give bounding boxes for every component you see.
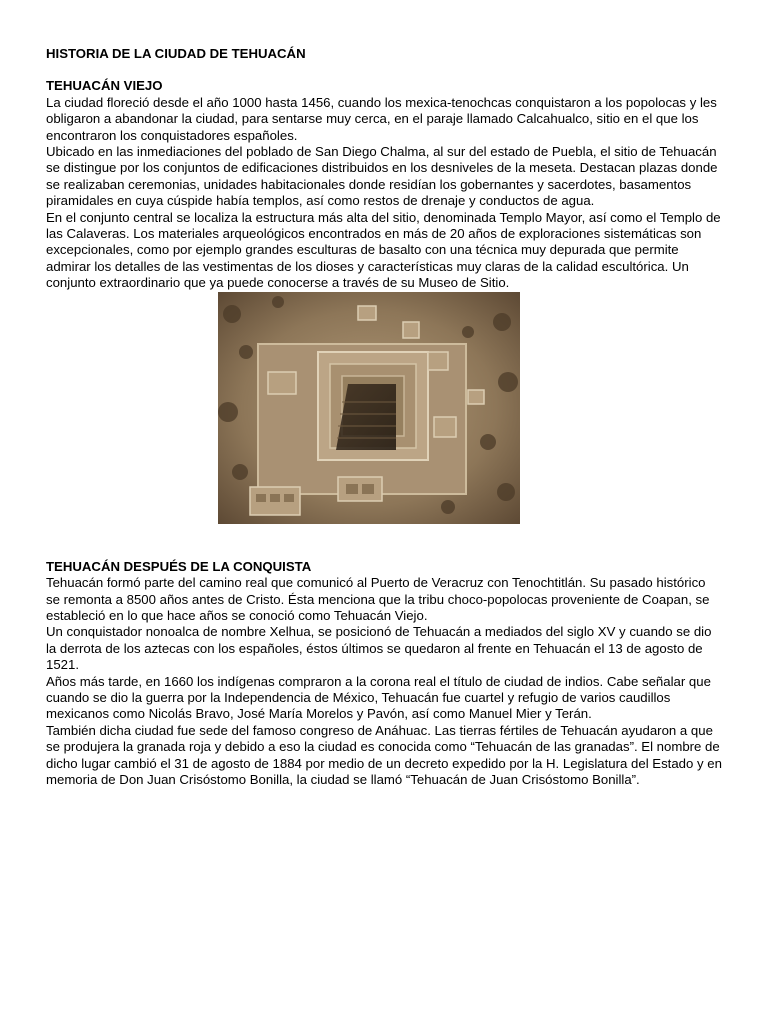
paragraph: Ubicado en las inmediaciones del poblado de San Diego Chalma, al sur del estado de Puebla, el sitio de Tehuacán se distingue por los conjuntos de edificaciones distribuidos en los desniveles de la meseta. Destacan plazas donde se realizaban ceremonias, unidades habitacionales donde residían los gobernantes y sacerdotes, basamentos piramidales en cuya cúspide había templos, así como restos de drenaje y conductos de agua. [46,144,718,209]
document-body [46,46,722,788]
paragraph: Tehuacán formó parte del camino real que comunicó al Puerto de Veracruz con Tenochtitlán. Su pasado histórico se remonta a 8500 años antes de Cristo. Ésta menciona que la tribu choco-popolocas proveniente de Coapan, se estableció en lo que hace años se conoció como Tehuacán Viejo. [46,575,710,623]
section-heading-tehuacan-viejo: TEHUACÁN VIEJO [46,78,163,94]
paragraph: Años más tarde, en 1660 los indígenas compraron a la corona real el título de ciudad de indios. Cabe señalar que cuando se dio la guerra por la Independencia de México, Tehuacán fue cuartel y refugio de varios caudillos mexicanos como Nicolás Bravo, José María Morelos y Pavón, así como Manuel Mier y Terán. [46,673,711,722]
document-title: HISTORIA DE LA CIUDAD DE TEHUACÁN [46,46,306,61]
paragraph: Un conquistador nonoalca de nombre Xelhua, se posicionó de Tehuacán a mediados del siglo XV y cuando se dio la derrota de los aztecas con los españoles, éstos últimos se quedaron al frente en Tehuacán el 13 de agosto de 1521. [46,624,712,673]
paragraph: También dicha ciudad fue sede del famoso congreso de Anáhuac. Las tierras fértiles de Tehuacán ayudaron a que se produjera la granada roja y debido a eso la ciudad es conocida como “Tehuacán de las granadas”. El nombre de dicho lugar cambió el 31 de agosto de 1884 por medio de un decreto expedido por la H. Legislatura del Estado y en memoria de Don Juan Crisóstomo Bonilla, la ciudad se llamó “Tehuacán de Juan Crisóstomo Bonilla”. [46,722,722,787]
paragraph: En el conjunto central se localiza la estructura más alta del sitio, denominada Templo Mayor, así como el Templo de las Calaveras. Los materiales arqueológicos encontrados en más de 20 años de exploraciones sistemáticas son excepcionales, como por ejemplo grandes esculturas de basalto con una técnica muy depurada que permite admirar los detalles de las vestimentas de los dioses y características muy claras de la calidad escultórica. Un conjunto extraordinario que ya puede conocerse a través de su Museo de Sitio. [46,209,721,291]
aerial-pyramid-illustration [218,292,520,524]
paragraph: La ciudad floreció desde el año 1000 hasta 1456, cuando los mexica-tenochcas conquistaron a los popolocas y les obligaron a abandonar la ciudad, para sentarse muy cerca, en el paraje llamado Calcahualco, sitio en el que los encontraron los conquistadores españoles. [46,94,717,143]
section-heading-despues-conquista: TEHUACÁN DESPUÉS DE LA CONQUISTA [46,558,312,574]
aerial-pyramid-photo [218,292,520,524]
